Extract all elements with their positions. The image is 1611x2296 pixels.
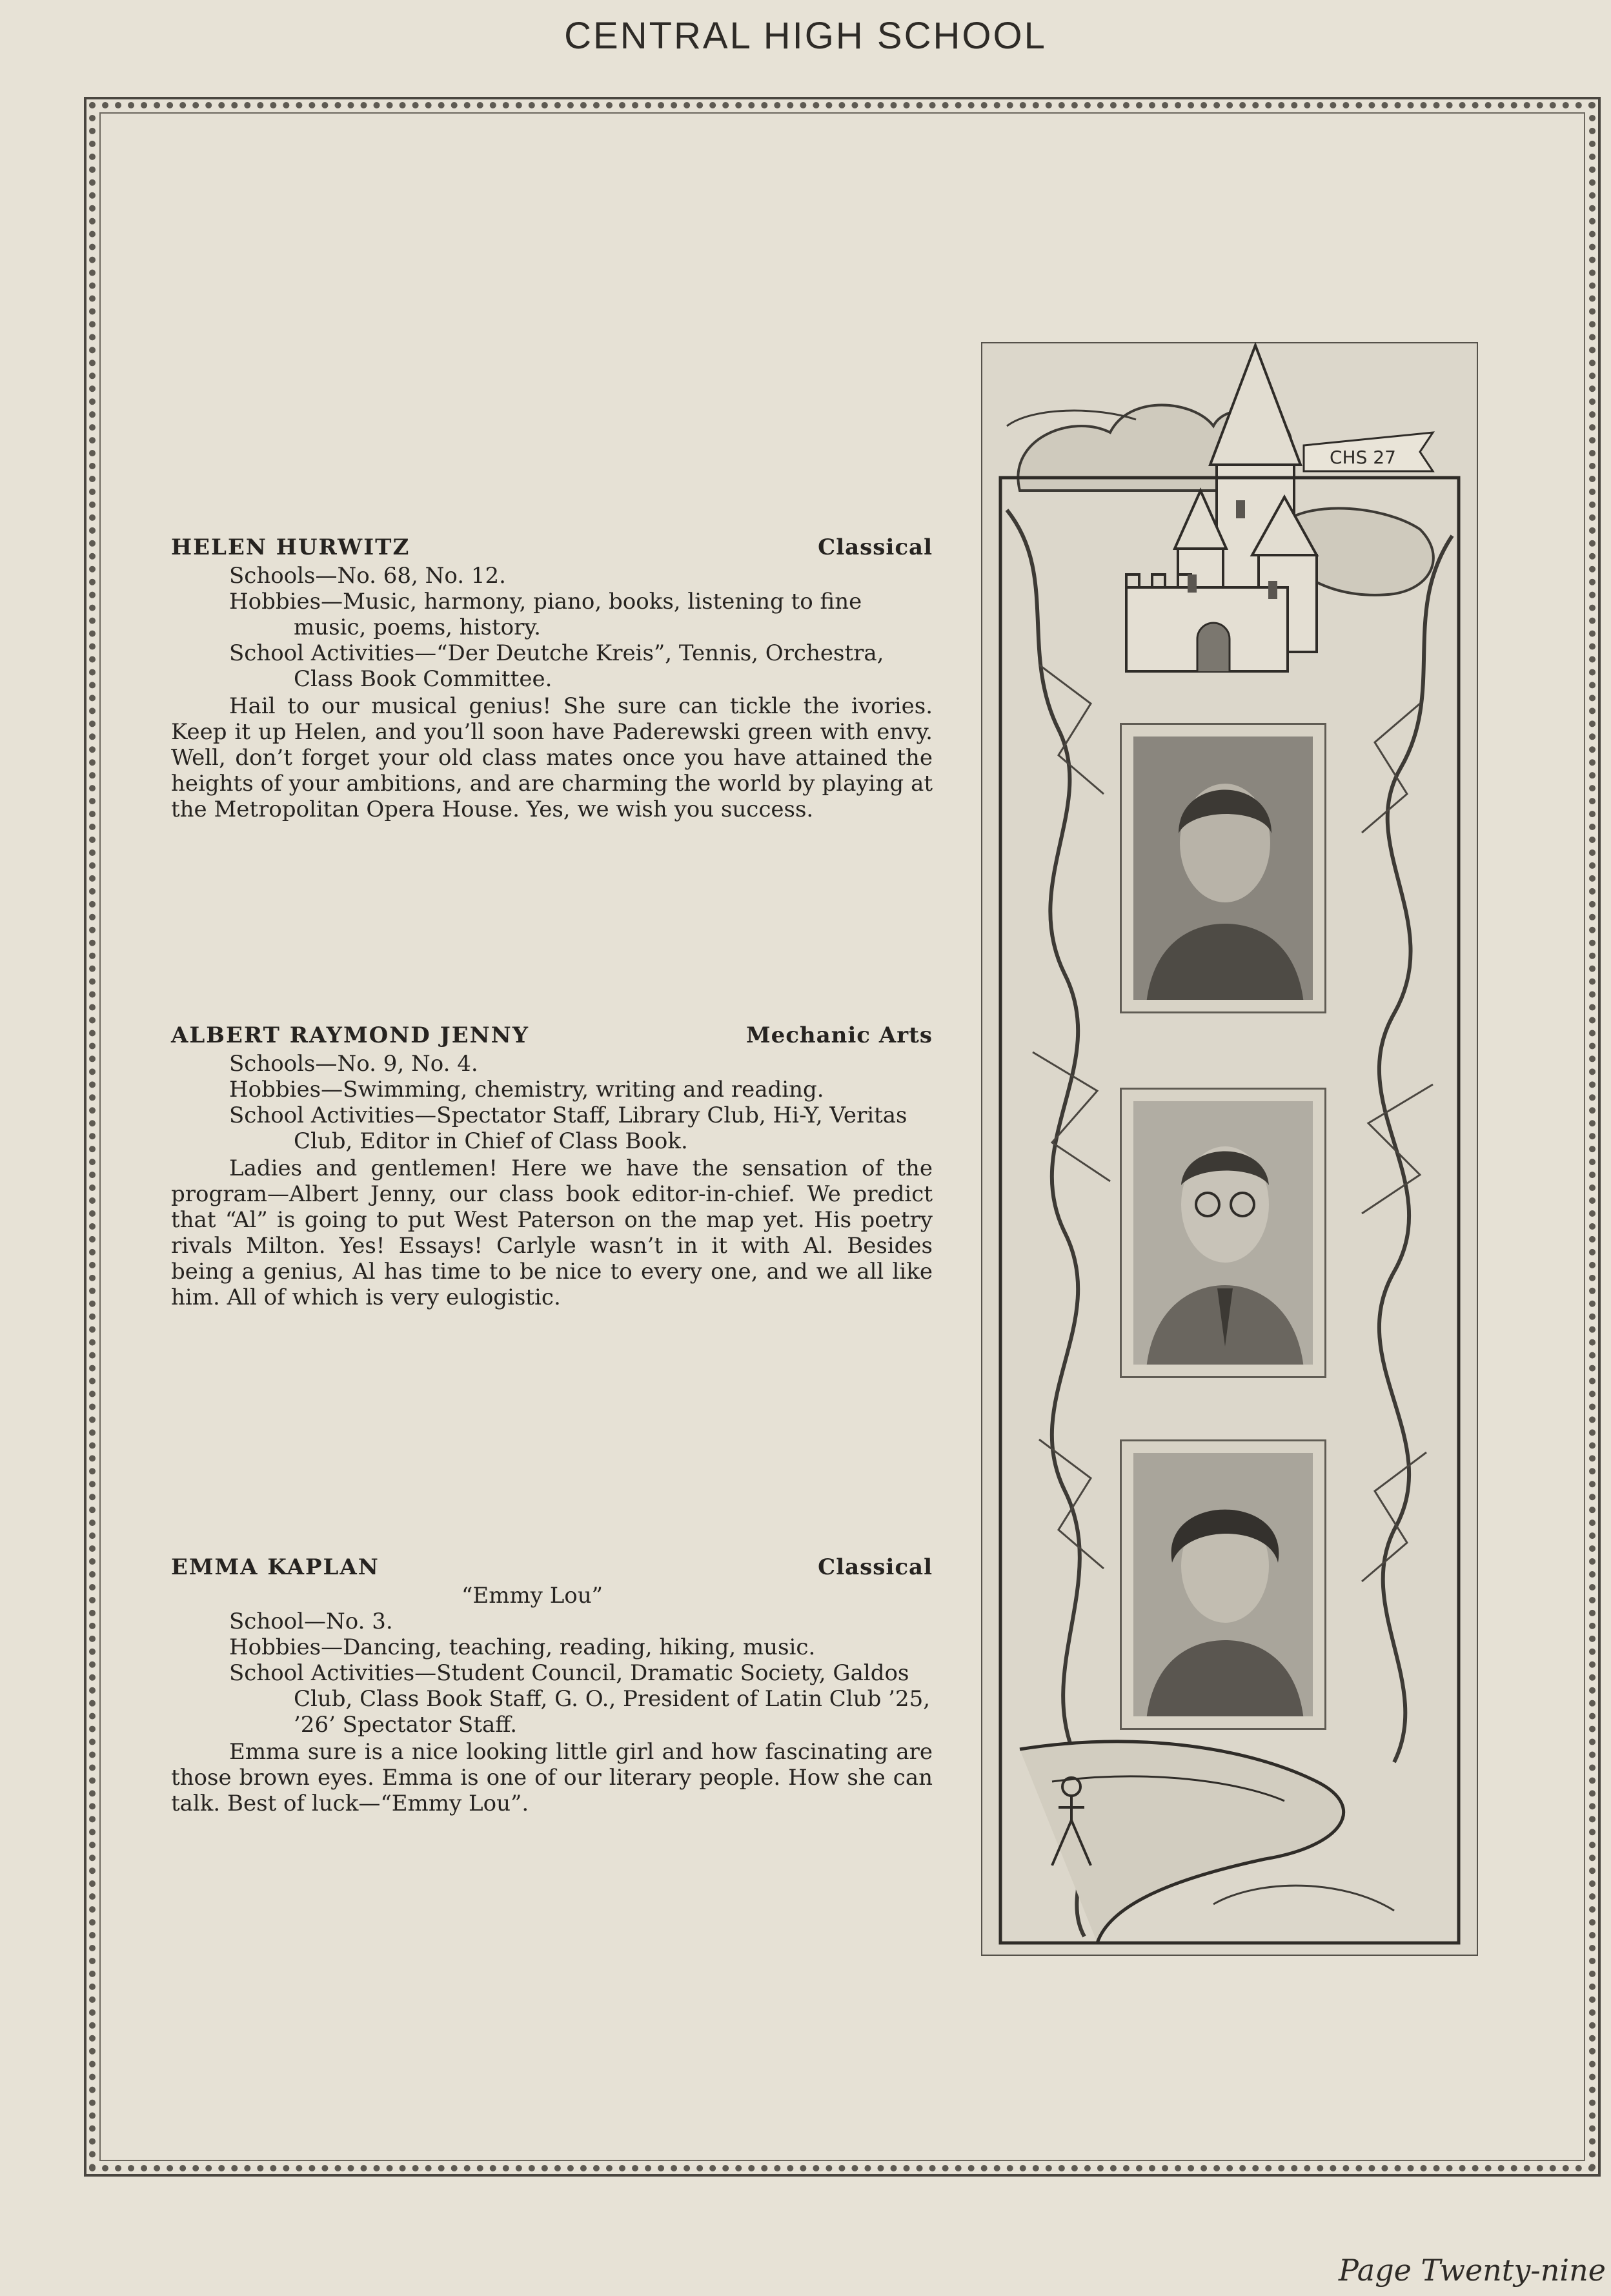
hobbies-line: Hobbies—Swimming, chemistry, writing and reading. <box>229 1077 824 1102</box>
portrait-albert-jenny <box>1120 1088 1326 1378</box>
activities-line: School Activities—“Der Deutche Kreis”, Tennis, Orchestra, Class Book Committee. <box>229 640 884 692</box>
portrait-silhouette <box>1133 1453 1313 1716</box>
activities-line: School Activities—Spectator Staff, Library Club, Hi-Y, Veritas Club, Editor in Chief of Class Book. <box>229 1102 907 1154</box>
student-name: HELEN HURWITZ <box>171 534 410 560</box>
student-name: ALBERT RAYMOND JENNY <box>171 1022 530 1048</box>
hobbies-line: Hobbies—Music, harmony, piano, books, listening to fine music, poems, history. <box>229 589 862 640</box>
student-name: EMMA KAPLAN <box>171 1554 380 1580</box>
senior-entry <box>171 1022 933 1310</box>
entry-header <box>171 1022 933 1051</box>
portrait-emma-kaplan <box>1120 1439 1326 1730</box>
course-name: Classical <box>818 534 933 560</box>
entry-header <box>171 1554 933 1583</box>
schools-line: Schools—No. 9, No. 4. <box>229 1051 478 1077</box>
entry-header <box>171 534 933 563</box>
course-name: Classical <box>818 1554 933 1580</box>
castle-illustration <box>981 342 1478 1956</box>
course-name: Mechanic Arts <box>745 1022 933 1048</box>
page-number: Page Twenty-nine <box>1338 2253 1606 2288</box>
nickname: “Emmy Lou” <box>461 1583 603 1609</box>
portrait-silhouette <box>1133 737 1313 1000</box>
page-title: CENTRAL HIGH SCHOOL <box>564 15 1047 57</box>
banner-text: CHS 27 <box>1330 447 1396 468</box>
write-up: Emma sure is a nice looking little girl and how fascinating are those brown eyes. Emma is one of our literary people. How she can talk. Best of luck—“Emmy Lou”. <box>171 1739 933 1816</box>
portrait-helen-hurwitz <box>1120 723 1326 1013</box>
activities-line: School Activities—Student Council, Dramatic Society, Galdos Club, Class Book Staff, G. O., President of Latin Club ’25, ’26’ Spectator Staff. <box>229 1660 931 1738</box>
portrait-silhouette <box>1133 1101 1313 1365</box>
write-up: Hail to our musical genius! She sure can tickle the ivories. Keep it up Helen, and you’ll soon have Paderewski green with envy. Well, don’t forget your old class mates once you have attained the heights of your ambitions, and are charming the world by playing at the Metropolitan Opera House. Yes, we wish you success. <box>171 693 933 822</box>
hobbies-line: Hobbies—Dancing, teaching, reading, hiking, music. <box>229 1634 816 1660</box>
schools-line: Schools—No. 68, No. 12. <box>229 563 506 589</box>
write-up: Ladies and gentlemen! Here we have the sensation of the program—Albert Jenny, our class book editor-in-chief. We predict that “Al” is going to put West Paterson on the map yet. His poetry rivals Milton. Yes! Essays! Carlyle wasn’t in it with Al. Besides being a genius, Al has time to be nice to every one, and we all like him. All of which is very eulogistic. <box>171 1155 933 1310</box>
senior-entry <box>171 1554 933 1816</box>
senior-entry <box>171 534 933 822</box>
schools-line: School—No. 3. <box>229 1609 393 1634</box>
